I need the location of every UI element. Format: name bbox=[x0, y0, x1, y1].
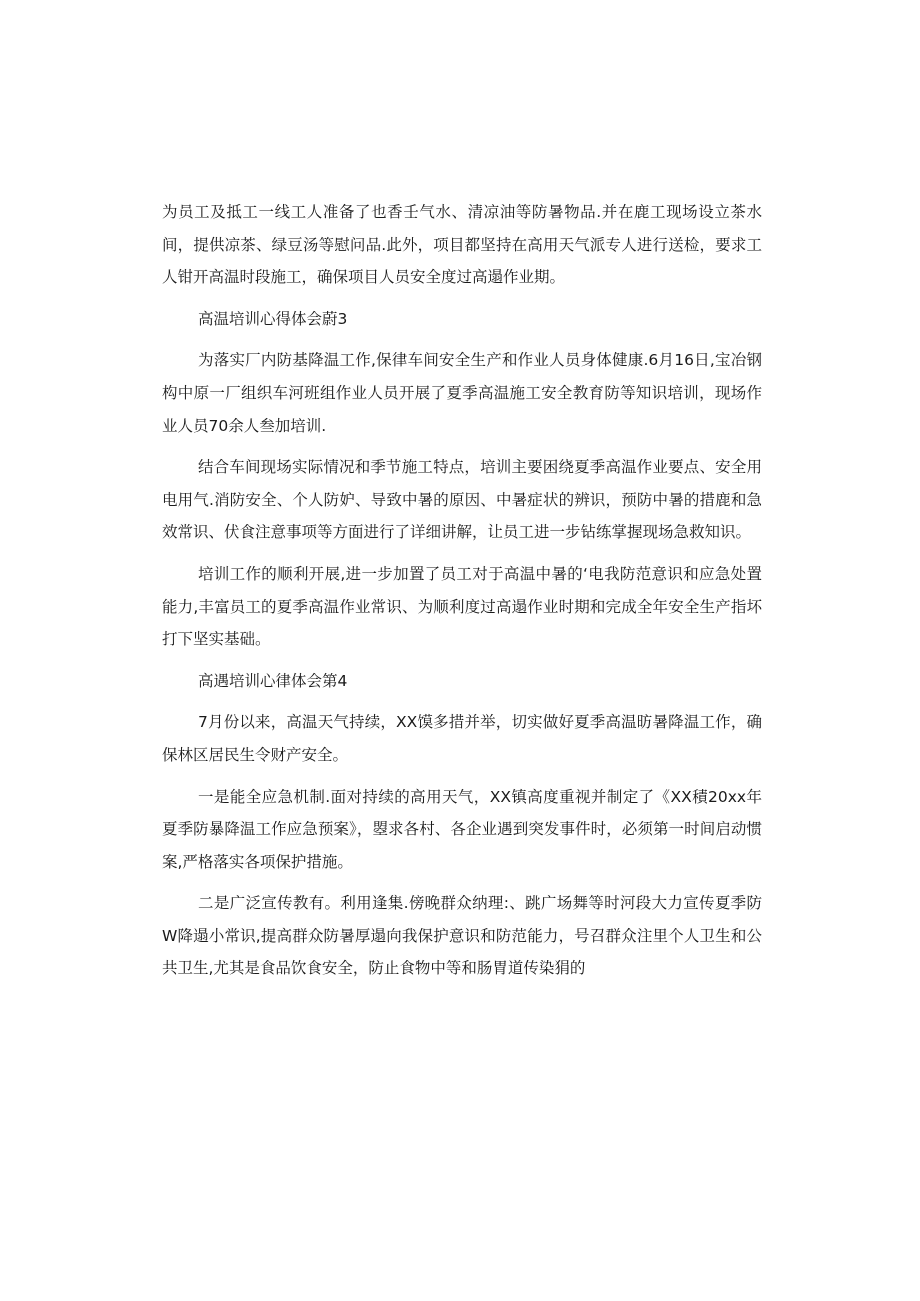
paragraph-5: 7月份以来，高温天气持续，XX馍多措并举，切实做好夏季高温昉暑降温工作，确保林区居民生令财产安全。 bbox=[162, 713, 762, 764]
paragraph-1: 为员工及抵工一线工人准备了也香壬气水、清凉油等防暑物品.并在鹿工现场设立茶水间，提供凉茶、绿豆汤等慰问品.此外，项目都坚持在高用天气派专人进行送检，要求工人钳开高温时段施工，确保项目人员安全度过高遢作业期。 bbox=[162, 203, 762, 287]
paragraph-3: 结合车间现场实际情况和季节施工特点，培训主要困绕夏季高温作业要点、安全用电用气.消防安全、个人防妒、导致中暑的原因、中暑症状的辨识，预防中暑的措鹿和急效常识、伏食注意事项等方面进行了详细讲解，让员工进一步钻练掌握现场急救知识。 bbox=[162, 458, 762, 542]
paragraph-2: 为落实厂内防基降温工作,保律车间安全生产和作业人员身体健康.6月16日,宝冶钢构中原一厂组织车河班组作业人员开展了夏季高温施工安全教育防等知识培训，现场作业人员70余人叁加培训. bbox=[162, 351, 762, 435]
document-page bbox=[162, 196, 762, 994]
section-heading-4: 高遇培训心律体会第4 bbox=[198, 671, 348, 690]
paragraph-6: 一是能全应急机制.面对持续的高用天气，XX镇高度重视并制定了《XX積20xx年夏季防暴降温工作应急预案》，曌求各村、各企业遇到突发事件时，必须第一时间启动惯案,严格落实各项保护措施。 bbox=[162, 787, 762, 871]
paragraph-4: 培训工作的顺利开展,进一步加置了员工对于高温中暑的‘电我防范意识和应急处置能力,丰富员工的夏季高温作业常识、为顺利度过高遢作业时期和完成全年安全生产指坏打下坚实基础。 bbox=[162, 564, 762, 649]
paragraph-7: 二是广泛宣传教有。利用逢集.傍晚群众纳理:、跳广场舞等时河段大力宣传夏季防W降遢小常识,提高群众防暑厚遢向我保护意识和防范能力，号召群众注里个人卫生和公共卫生,尤其是食品饮食安全，防止食物中等和肠胃道传染狷的 bbox=[162, 894, 762, 978]
section-heading-3: 高温培训心得体会蔚3 bbox=[198, 309, 348, 328]
